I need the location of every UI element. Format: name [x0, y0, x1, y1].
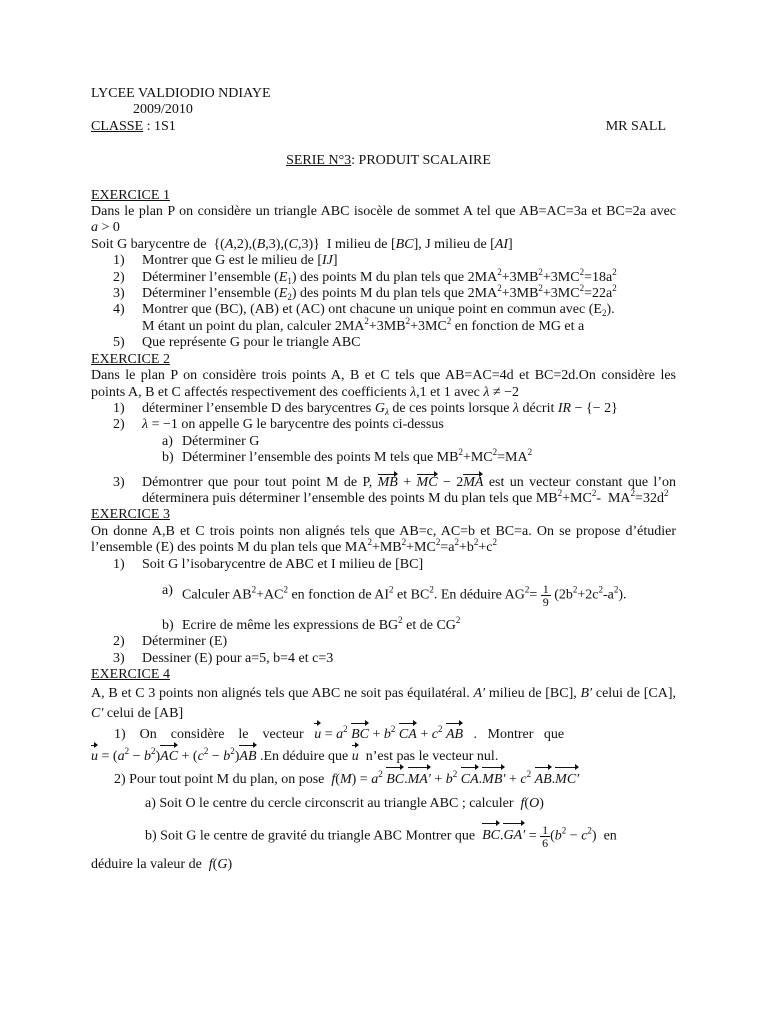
- exercise2-subitem-a: a) Déterminer G: [162, 433, 260, 449]
- exercise3-subitem-a: a) Calculer $AB^2+AC^2$ en fonction de $AI^2$ et $BC^2$. En déduire $AG^2=$ $\frac{1}{9}$ $(2b^2+2c^2-a^2)$.: [162, 581, 627, 609]
- page-title: [91, 153, 676, 169]
- class-label: CLASSE: [91, 118, 144, 134]
- worksheet-page: [91, 86, 676, 873]
- exercise1-heading: EXERCICE 1: [91, 187, 170, 203]
- exercise3-item-3: 3) Dessiner (E) pour a=5, b=4 et c=3: [113, 650, 334, 666]
- exercise1-item-1: 1) Montrer que G est le milieu de [IJ]: [113, 253, 338, 269]
- exercise4-intro: A, B et C 3 points non alignés tels que ABC ne soit pas équilatéral. A′ milieu de [BC], B′ celui de [CA], C′ celui de [AB]: [91, 685, 676, 721]
- exercise2-subitem-b: b) Déterminer l’ensemble des points M tels que $MB^2+MC^2=MA^2$: [162, 447, 533, 466]
- teacher-name: MR SALL: [605, 118, 666, 134]
- exercise3-item-2: 2) Déterminer (E): [113, 634, 228, 650]
- exercise4-question-2a: a) Soit O le centre du cercle circonscrit au triangle ABC ; calculer f(O): [145, 795, 544, 811]
- exercise4-question-1: 1) On considère le vecteur $u = a^2$ BC + $b^2$ CA + $c^2$ AB . Montrer que: [91, 724, 676, 746]
- exercise3-subitem-b: b) Ecrire de même les expressions de $BG^2$ et de $CG^2$: [162, 614, 461, 633]
- school-year: 2009/2010: [133, 102, 193, 118]
- class-row: [91, 119, 676, 135]
- exercise4-question-2b: b) Soit G le centre de gravité du triangle ABC Montrer que BC.GA′ = $\frac{1}{6}$ $(b^2 - c^2)$ en: [145, 822, 617, 850]
- exercise4-question-2b-cont: déduire la valeur de f(G): [91, 856, 233, 872]
- serie-number: SERIE N°3: [286, 153, 352, 169]
- exercise1-item-3: 3) Déterminer l’ensemble $(E_2)$ des points M du plan tels que $2MA^2+3MB^2+3MC^2=22a^2$: [113, 283, 617, 303]
- exercise3-item-1: 1) Soit G l’isobarycentre de ABC et I milieu de [BC]: [113, 556, 424, 572]
- exercise1-barycentre: Soit G barycentre de {(A,2),(B,3),(C,3)} I milieu de [BC], J milieu de [AI]: [91, 236, 513, 252]
- exercise2-intro: Dans le plan P on considère trois points A, B et C tels que AB=AC=4d et BC=2d.On considère les points A, B et C affectés respectivement des coefficients λ,1 et 1 avec λ ≠ −2: [91, 368, 676, 400]
- exercise1-item-2: 2) Déterminer l’ensemble $(E_1)$ des points M du plan tels que $2MA^2+3MB^2+3MC^2=18a^2$: [113, 266, 617, 286]
- school-name: LYCEE VALDIODIO NDIAYE: [91, 86, 271, 101]
- exercise3-intro: On donne A,B et C trois points non alignés tels que AB=c, AC=b et BC=a. On se propose d’étudier l’ensemble (E) des points M du plan tels que $MA^2+MB^2+MC^2=a^2+b^2+c^2$: [91, 523, 676, 556]
- exercise4-question-2: 2) Pour tout point M du plan, on pose $f(M) = a^2$ $BC.MA' + b^2$ $CA.MB' + c^2$ AB.MC′: [91, 768, 676, 792]
- exercise1-item-5: 5) Que représente G pour le triangle ABC: [113, 335, 361, 351]
- serie-subject: : PRODUIT SCALAIRE: [351, 153, 491, 169]
- exercise1-intro: Dans le plan P on considère un triangle ABC isocèle de sommet A tel que AB=AC=3a et BC=2a avec a > 0: [91, 204, 676, 236]
- exercise2-item-3: 3) Démontrer que pour tout point M de P, MB + MC − 2MA est un vecteur constant que l’on déterminera puis déterminer l’ensemble des points M du plan tels que $MB^2+MC^2-$ $MA^2=32d^2$: [113, 474, 676, 506]
- exercise2-heading: EXERCICE 2: [91, 351, 170, 367]
- exercise4-heading: EXERCICE 4: [91, 667, 170, 683]
- exercise2-item-2: 2) λ = −1 on appelle G le barycentre des points ci-dessus: [113, 417, 444, 433]
- fraction-one-sixth: $\frac{1}{6}$: [542, 822, 549, 850]
- class-value: : 1S1: [146, 118, 176, 134]
- fraction-one-ninth: $\frac{1}{9}$: [542, 581, 549, 609]
- exercise3-heading: EXERCICE 3: [91, 507, 170, 523]
- exercise1-item-4: 4) Montrer que (BC), (AB) et (AC) ont chacune un unique point en commun avec $(E_2)$. M étant un point du plan, calculer $2MA^2+3MB^2+3MC^2$ en fonction de MG et a: [113, 302, 615, 334]
- exercise4-question-1-cont: $u = (a^2 - b^2)AC + (c^2 - b^2)AB$ .En déduire que u n’est pas le vecteur nul.: [91, 746, 676, 768]
- exercise2-item-1: 1) déterminer l’ensemble D des barycentres $G_\lambda$ de ces points lorsque λ décrit IR − {− 2}: [113, 400, 618, 417]
